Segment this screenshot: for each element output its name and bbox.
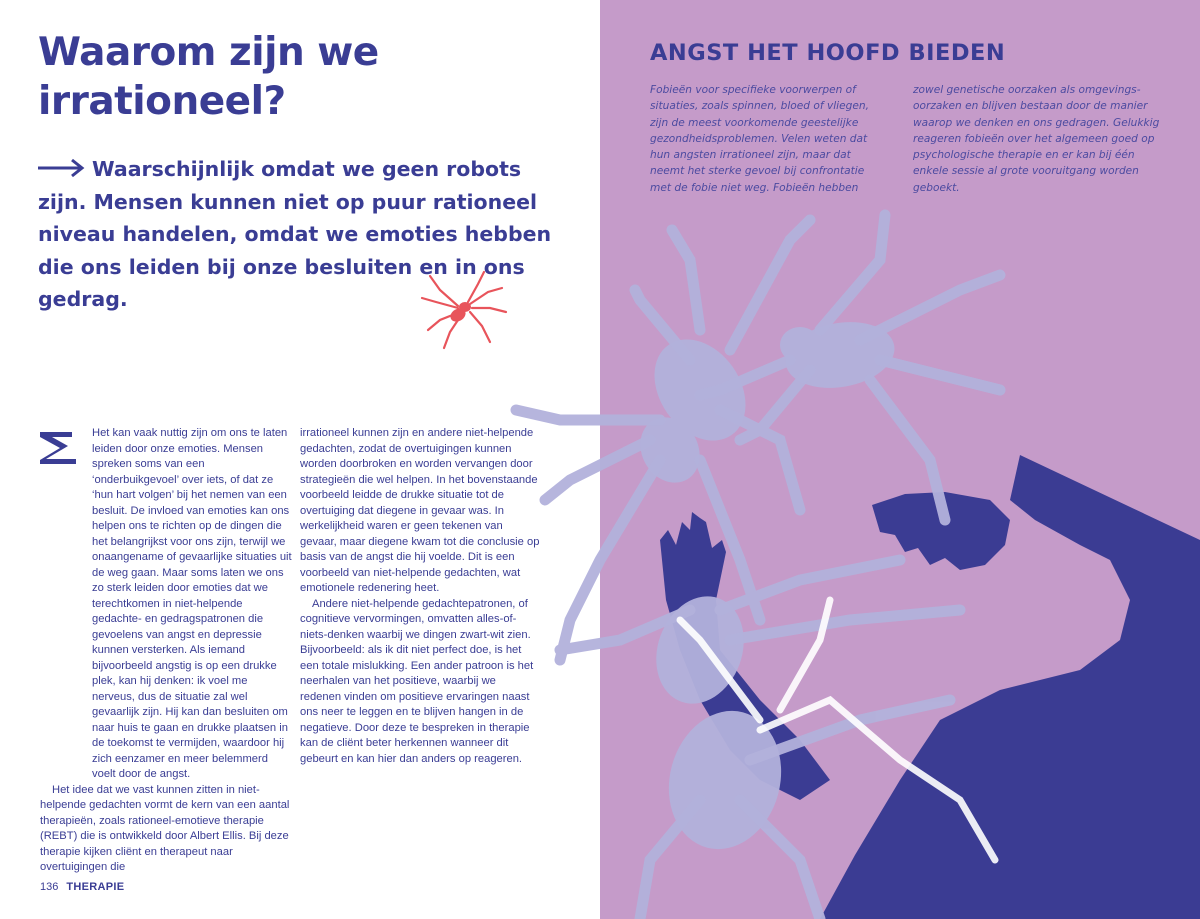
lead-text: Waarschijnlijk omdat we geen robots zijn. Mensen kunnen niet op puur rationeel niveau handelen, omdat we emoties hebben die ons leiden bij onze besluiten en in ons gedrag. (38, 157, 552, 311)
body-paragraph: Het kan vaak nuttig zijn om ons te laten leiden door onze emoties. Mensen spreken soms van een ‘onderbuikgevoel’ over iets, of dat ze ‘hun hart volgen’ bij het nemen van een besluit. De invloed van emoties kan ons helpen ons te richten op de dingen die het belangrijkst voor ons zijn, terwijl we onaangename of gevaarlijke situaties uit de weg gaan. Maar soms laten we ons zo sterk leiden door emoties dat we terechtkomen in niet-helpende gedachte- en gedragspatronen die gevoelens van angst en depressie kunnen versterken. Als iemand bijvoorbeeld angstig is op een drukke plek, kan hij denken: ik voel me nerveus, dus de situatie zal wel gevaarlijk zijn. Hij kan dan besluiten om naar huis te gaan en drukke plaatsen in de toekomst te vermijden, waardoor hij zich eenzamer en meer belemmerd voelt door de angst. (92, 427, 292, 780)
sidebar-column-1: Fobieën voor specifieke voorwerpen of situaties, zoals spinnen, bloed of vliegen, zijn de meest voorkomende geestelijke gezondheidsproblemen. Velen weten dat hun angsten irrationeel zijn, maar dat neemt het sterke gevoel bij confrontatie met de fobie niet weg. Fobieën hebben (650, 84, 869, 194)
sidebar-title: ANGST HET HOOFD BIEDEN (650, 40, 1006, 66)
page-title: Waarom zijn we irrationeel? (38, 30, 379, 124)
body-column-1 (40, 426, 292, 876)
page-footer (40, 881, 124, 893)
section-label: THERAPIE (66, 881, 125, 893)
right-page (600, 0, 1200, 919)
red-spider-icon (418, 268, 508, 350)
page-number: 136 (40, 881, 59, 893)
body-paragraph: Andere niet-helpende gedachtepatronen, of cognitieve vervormingen, omvatten alles-of-niets-denken waarbij we dingen zwart-wit zien. Bijvoorbeeld: als ik dit niet perfect doe, is het een totale mislukking. Een ander patroon is het neerhalen van het positieve, waarbij we redenen vinden om positieve ervaringen naast ons neer te leggen en te blijven hangen in de negatieve. Door deze te bespreken in therapie kan de cliënt beter herkennen wanneer dit gebeurt en kan hier dan anders op reageren. (300, 597, 534, 765)
sidebar-column-2: zowel genetische oorzaken als omgevings-oorzaken en blijven bestaan door de manier waarop we denken en ons gedragen. Gelukkig reageren fobieën over het algemeen goed op psychologische therapie en er kan bij één enkele sessie al grote vooruitgang worden geboekt. (913, 84, 1160, 194)
body-column-2 (300, 426, 540, 767)
body-paragraph: irrationeel kunnen zijn en andere niet-helpende gedachten, zodat de overtuigingen kunnen worden doorbroken en worden vervangen door strategieën die wel helpen. In het bovenstaande voorbeeld leidde de drukke situatie tot de overtuiging dat diegene in gevaar was. In werkelijkheid waren er geen tekenen van gevaar, maar diegene kwam tot die conclusie op basis van de angst die hij voelde. Dit is een voorbeeld van niet-helpende gedachten, wat emotionele redenering heet. (300, 427, 540, 594)
body-paragraph: Het idee dat we vast kunnen zitten in niet-helpende gedachten vormt de kern van een aantal therapieën, zoals rationeel-emotieve therapie (REBT) die is ontwikkeld door Albert Ellis. Bij deze therapie kijken cliënt en therapeut naar overtuigingen die (40, 783, 290, 873)
arrow-right-icon (38, 158, 86, 178)
